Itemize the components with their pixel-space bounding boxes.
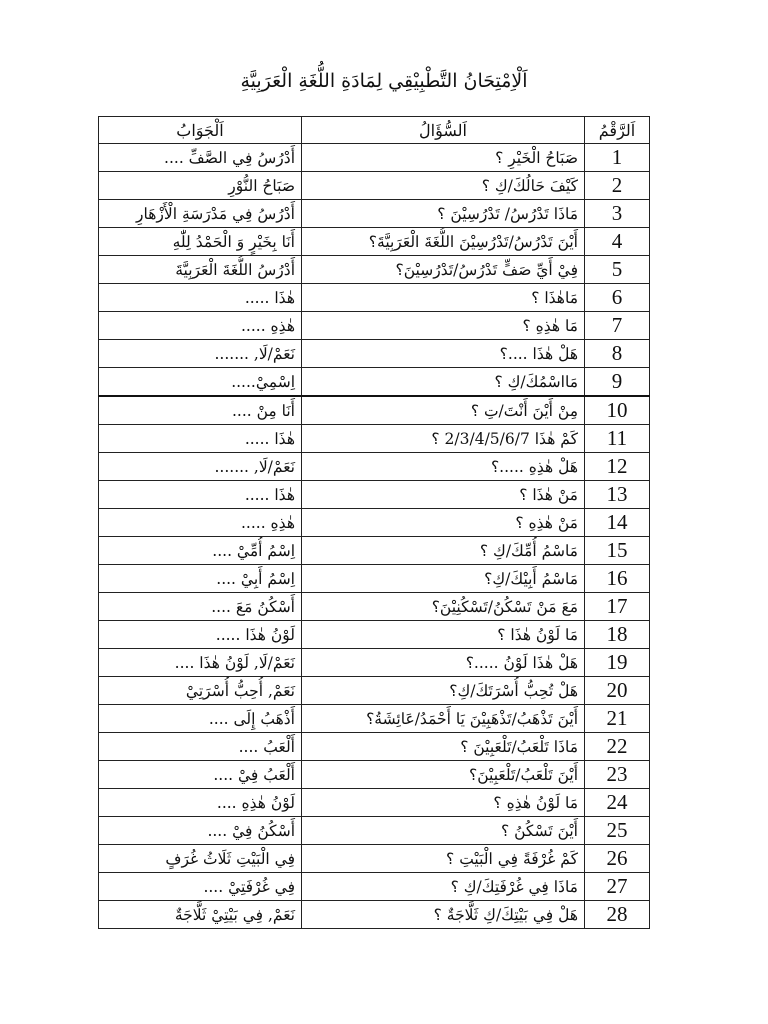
question-cell: أَيْنَ تَذْهَبُ/تَذْهَبِيْنَ يَا أَحْمَدُ/عَائِشَةُ؟ (302, 705, 585, 733)
answer-cell: أَدْرُسُ فِي الصَّفِّ .... (99, 144, 302, 172)
answer-cell: هٰذَا ..... (99, 481, 302, 509)
row-number-cell: 12 (585, 453, 650, 481)
question-cell: صَبَاحُ الْخَيْرِ ؟ (302, 144, 585, 172)
question-cell: هَلْ فِي بَيْتِكَ/كِ ثَلَّاجَةٌ ؟ (302, 901, 585, 929)
question-cell: هَلْ هٰذَا لَوْنُ .....؟ (302, 649, 585, 677)
question-cell: كَمْ غُرْفَةً فِي الْبَيْتِ ؟ (302, 845, 585, 873)
row-number-cell: 25 (585, 817, 650, 845)
answer-cell: أَسْكُنُ فِيْ .... (99, 817, 302, 845)
question-cell: هَلْ هٰذَا ....؟ (302, 340, 585, 368)
answer-cell: نَعَمْ/لَا, ....... (99, 453, 302, 481)
question-cell: مَنْ هٰذِهِ ؟ (302, 509, 585, 537)
answer-cell: هٰذِهِ ..... (99, 312, 302, 340)
row-number-cell: 7 (585, 312, 650, 340)
question-cell: مَاهٰذَا ؟ (302, 284, 585, 312)
question-cell: مَاسْمُ أَبِيْكَ/كِ؟ (302, 565, 585, 593)
answer-cell: نَعَمْ/لَا, ....... (99, 340, 302, 368)
answer-cell: نَعَمْ/لَا, لَوْنُ هٰذَا .... (99, 649, 302, 677)
row-number-cell: 6 (585, 284, 650, 312)
answer-cell: أَنَا مِنْ .... (99, 396, 302, 425)
table-row (99, 172, 650, 200)
answer-cell: هٰذَا ..... (99, 284, 302, 312)
table-row (99, 509, 650, 537)
row-number-cell: 26 (585, 845, 650, 873)
answer-cell: أَلْعَبُ .... (99, 733, 302, 761)
row-number-cell: 8 (585, 340, 650, 368)
answer-cell: أَلْعَبُ فِيْ .... (99, 761, 302, 789)
answer-cell: اِسْمُ أُمِّيْ .... (99, 537, 302, 565)
answer-cell: أَدْرُسُ اللُّغَةَ الْعَرَبِيَّةَ (99, 256, 302, 284)
exam-table (98, 116, 650, 929)
row-number-cell: 19 (585, 649, 650, 677)
table-row (99, 565, 650, 593)
question-cell: أَيْنَ تَدْرُسُ/تَدْرُسِيْنَ اللُّغَةَ الْعَرَبِيَّةَ؟ (302, 228, 585, 256)
answer-cell: لَوْنُ هٰذِهِ .... (99, 789, 302, 817)
table-row (99, 901, 650, 929)
answer-cell: هٰذِهِ ..... (99, 509, 302, 537)
page-title: اَلْاِمْتِحَانُ التَّطْبِيْقِي لِمَادَةِ اللُّغَةِ الْعَرَبِيَّةِ (240, 70, 528, 92)
row-number-cell: 13 (585, 481, 650, 509)
question-cell: كَمْ هٰذَا 2/3/4/5/6/7 ؟ (302, 425, 585, 453)
table-row (99, 537, 650, 565)
row-number-cell: 16 (585, 565, 650, 593)
table-row (99, 425, 650, 453)
question-cell: كَيْفَ حَالُكَ/كِ ؟ (302, 172, 585, 200)
row-number-cell: 4 (585, 228, 650, 256)
question-cell: مَنْ هٰذَا ؟ (302, 481, 585, 509)
table-row (99, 705, 650, 733)
answer-cell: فِي الْبَيْتِ ثَلَاثُ غُرَفٍ (99, 845, 302, 873)
question-cell: مَا لَوْنُ هٰذِهِ ؟ (302, 789, 585, 817)
question-cell: مَااسْمُكَ/كِ ؟ (302, 368, 585, 397)
answer-cell: هٰذَا ..... (99, 425, 302, 453)
row-number-cell: 24 (585, 789, 650, 817)
table-row (99, 396, 650, 425)
table-row (99, 873, 650, 901)
question-cell: مَاذَا فِي غُرْفَتِكَ/كِ ؟ (302, 873, 585, 901)
table-row (99, 312, 650, 340)
table-row (99, 340, 650, 368)
table-row (99, 593, 650, 621)
row-number-cell: 20 (585, 677, 650, 705)
answer-cell: فِي غُرْفَتِيْ .... (99, 873, 302, 901)
row-number-cell: 23 (585, 761, 650, 789)
question-cell: مَا هٰذِهِ ؟ (302, 312, 585, 340)
row-number-cell: 22 (585, 733, 650, 761)
answer-cell: أَسْكُنُ مَعَ .... (99, 593, 302, 621)
table-row (99, 621, 650, 649)
table-row (99, 144, 650, 172)
answer-cell: نَعَمْ, أُحِبُّ أُسْرَتِيْ (99, 677, 302, 705)
answer-cell: لَوْنُ هٰذَا ..... (99, 621, 302, 649)
table-row (99, 200, 650, 228)
row-number-cell: 28 (585, 901, 650, 929)
answer-cell: أَدْرُسُ فِي مَدْرَسَةِ الْأَزْهَارِ (99, 200, 302, 228)
table-row (99, 761, 650, 789)
row-number-cell: 11 (585, 425, 650, 453)
question-cell: هَلْ تُحِبُّ أُسْرَتَكَ/كِ؟ (302, 677, 585, 705)
table-row (99, 368, 650, 397)
question-cell: مَاذَا تَدْرُسُ/ تَدْرُسِيْنَ ؟ (302, 200, 585, 228)
row-number-cell: 14 (585, 509, 650, 537)
question-cell: مَاسْمُ أُمِّكَ/كِ ؟ (302, 537, 585, 565)
row-number-cell: 15 (585, 537, 650, 565)
header-number: اَلرَّقْمُ (585, 117, 650, 144)
row-number-cell: 9 (585, 368, 650, 397)
answer-cell: نَعَمْ, فِي بَيْتِيْ ثَلَّاجَةٌ (99, 901, 302, 929)
row-number-cell: 5 (585, 256, 650, 284)
header-question: اَلسُّؤَالُ (302, 117, 585, 144)
question-cell: مَا لَوْنُ هٰذَا ؟ (302, 621, 585, 649)
question-cell: مِنْ أَيْنَ أَنْتَ/تِ ؟ (302, 396, 585, 425)
table-row (99, 789, 650, 817)
table-header-row (99, 117, 650, 144)
row-number-cell: 21 (585, 705, 650, 733)
table-row (99, 228, 650, 256)
answer-cell: أَذْهَبُ إِلَى .... (99, 705, 302, 733)
question-cell: فِيْ أَيِّ صَفٍّ تَدْرُسُ/تَدْرُسِيْنَ؟ (302, 256, 585, 284)
table-row (99, 817, 650, 845)
row-number-cell: 2 (585, 172, 650, 200)
table-row (99, 845, 650, 873)
answer-cell: أَنَا بِخَيْرٍ وَ الْحَمْدُ لِلّٰهِ (99, 228, 302, 256)
table-row (99, 256, 650, 284)
row-number-cell: 18 (585, 621, 650, 649)
table-row (99, 453, 650, 481)
table-row (99, 481, 650, 509)
table-row (99, 677, 650, 705)
question-cell: مَعَ مَنْ تَسْكُنُ/تَسْكُنِيْنَ؟ (302, 593, 585, 621)
question-cell: أَيْنَ تَسْكُنُ ؟ (302, 817, 585, 845)
header-answer: اَلْجَوَابُ (99, 117, 302, 144)
table-row (99, 733, 650, 761)
question-cell: هَلْ هٰذِهِ .....؟ (302, 453, 585, 481)
row-number-cell: 10 (585, 396, 650, 425)
answer-cell: اِسْمُ أَبِيْ .... (99, 565, 302, 593)
table-row (99, 284, 650, 312)
row-number-cell: 17 (585, 593, 650, 621)
row-number-cell: 3 (585, 200, 650, 228)
question-cell: أَيْنَ تَلْعَبُ/تَلْعَبِيْنَ؟ (302, 761, 585, 789)
answer-cell: اِسْمِيْ..... (99, 368, 302, 397)
answer-cell: صَبَاحُ النُّوْرِ (99, 172, 302, 200)
question-cell: مَاذَا تَلْعَبُ/تَلْعَبِيْنَ ؟ (302, 733, 585, 761)
table-row (99, 649, 650, 677)
row-number-cell: 27 (585, 873, 650, 901)
row-number-cell: 1 (585, 144, 650, 172)
